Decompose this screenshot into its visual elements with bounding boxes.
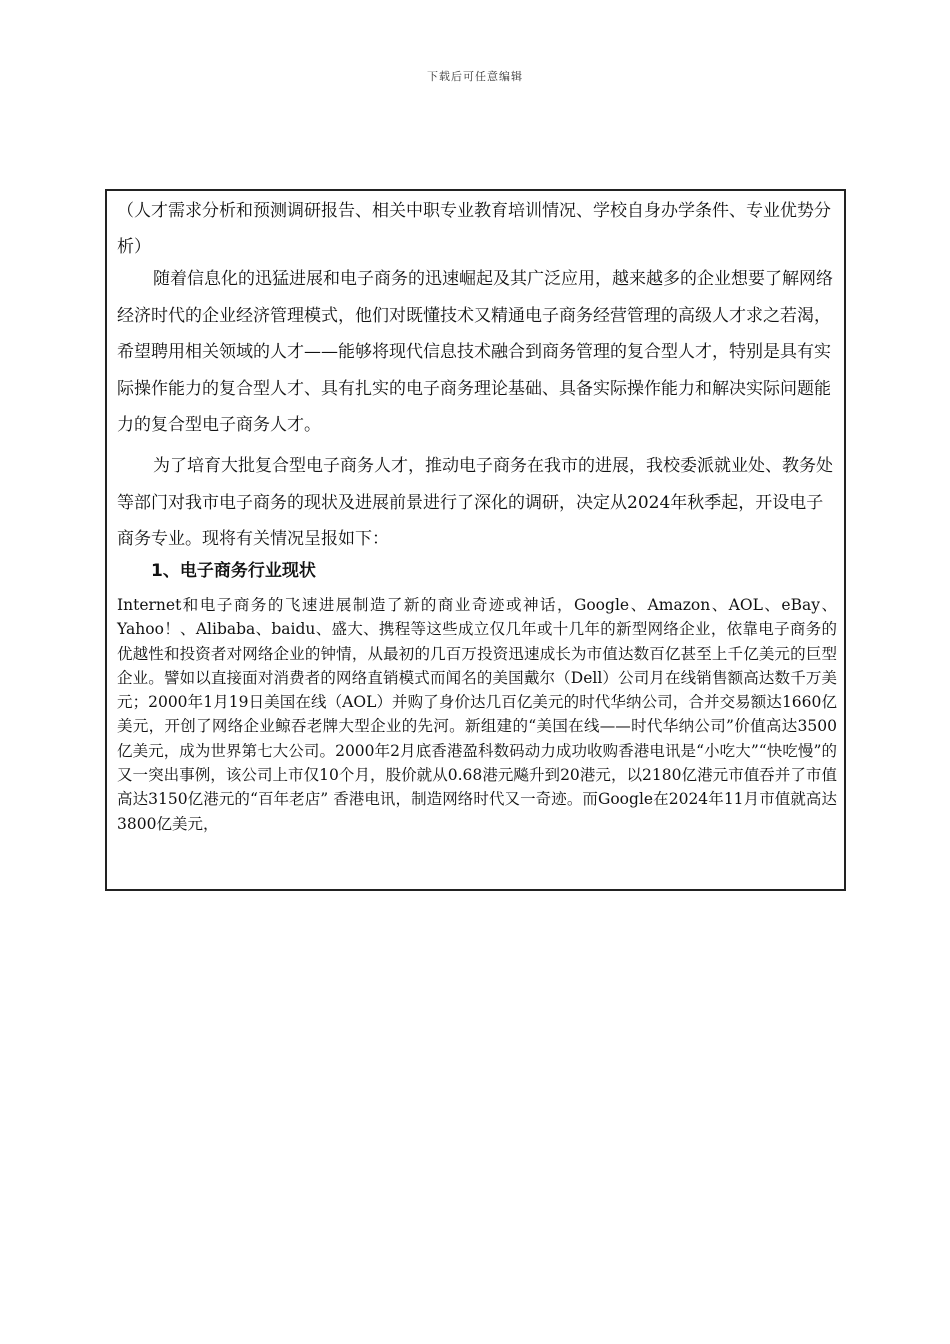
paragraph-1: 随着信息化的迅猛进展和电子商务的迅速崛起及其广泛应用，越来越多的企业想要了解网络经济时代的企业经济管理模式，他们对既懂技术又精通电子商务经营管理的高级人才求之若渴，希望聘用相关领域的人才——能够将现代信息技术融合到商务管理的复合型人才，特别是具有实际操作能力的复合型人才、具有扎实的电子商务理论基础、具备实际操作能力和解决实际问题能力的复合型电子商务人才。 bbox=[117, 269, 833, 435]
section-1-body: Internet和电子商务的飞速进展制造了新的商业奇迹或神话，Google、Amazon、AOL、eBay、Yahoo！、Alibaba、baidu、盛大、携程等这些成立仅几年或十几年的新型网络企业，依靠电子商务的优越性和投资者对网络企业的钟情，从最初的几百万投资迅速成长为市值达数百亿甚至上千亿美元的巨型企业。譬如以直接面对消费者的网络直销模式而闻名的美国戴尔（Dell）公司月在线销售额高达数千万美元；2000年1月19日美国在线（AOL）并购了身价达几百亿美元的时代华纳公司，合并交易额达1660亿美元，开创了网络企业鲸吞老牌大型企业的先河。新组建的“美国在线——时代华纳公司”价值高达3500亿美元，成为世界第七大公司。2000年2月底香港盈科数码动力成功收购香港电讯是“小吃大”“快吃慢”的又一突出事例，该公司上市仅10个月，股价就从0.68港元飚升到20港元，以2180亿港元市值吞并了市值高达3150亿港元的“百年老店” 香港电讯，制造网络时代又一奇迹。而Google在2024年11月市值就高达3800亿美元， bbox=[117, 596, 837, 833]
section-heading-1: 1、电子商务行业现状 bbox=[151, 561, 316, 581]
page-header: 下载后可任意编辑 bbox=[427, 70, 523, 83]
paragraph-2: 为了培育大批复合型电子商务人才，推动电子商务在我市的进展，我校委派就业处、教务处等部门对我市电子商务的现状及进展前景进行了深化的调研，决定从2024年秋季起，开设电子商务专业。现将有关情况呈报如下： bbox=[117, 456, 833, 549]
section-intro-note: （人才需求分析和预测调研报告、相关中职专业教育培训情况、学校自身办学条件、专业优势分析） bbox=[117, 201, 831, 257]
content-table-cell bbox=[105, 189, 846, 891]
